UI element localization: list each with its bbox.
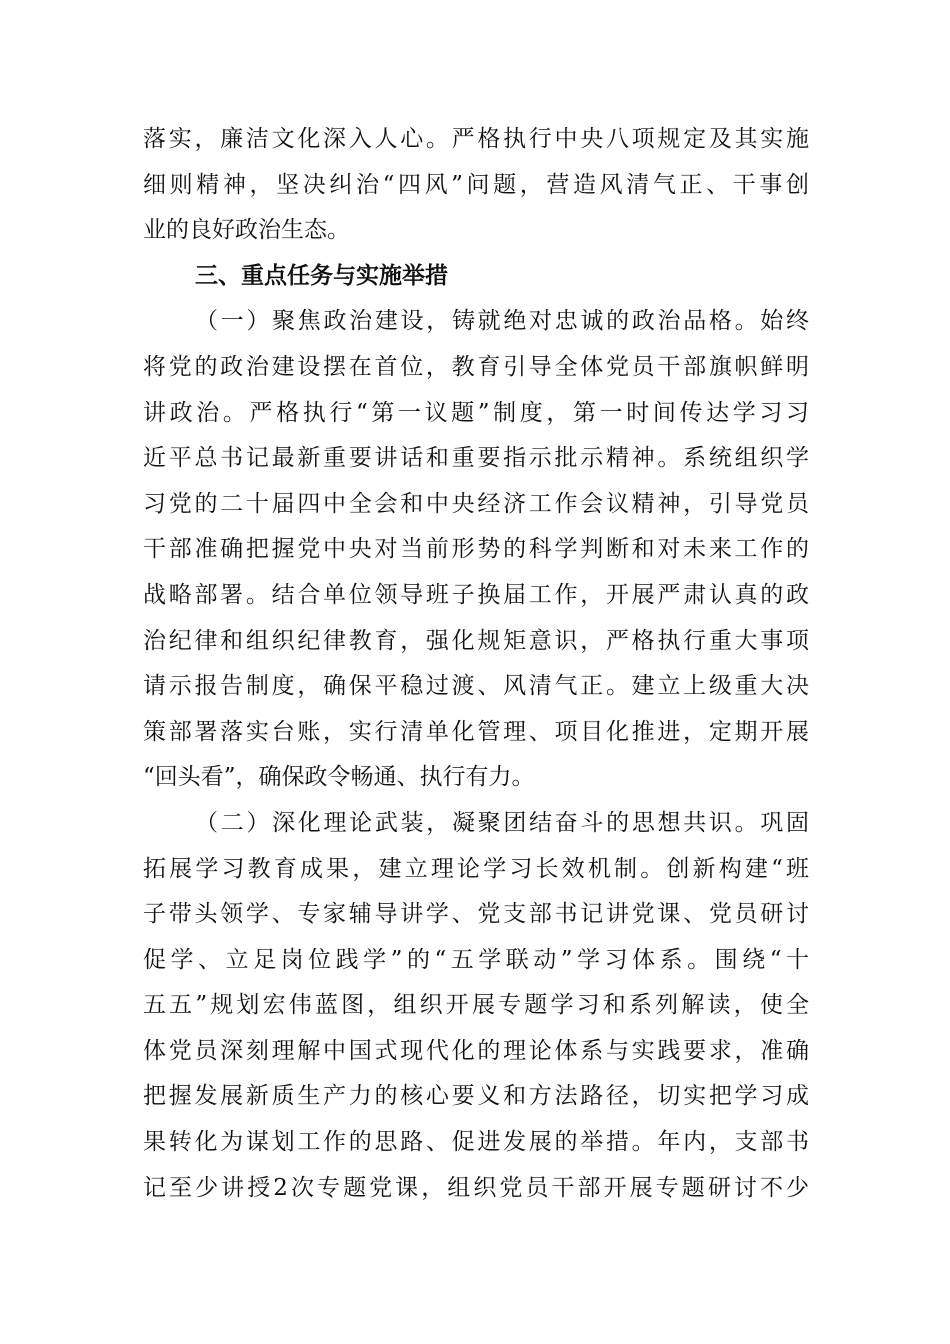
text-line: 落实，廉洁文化深入人心。严格执行中央八项规定及其实施 [143,126,809,152]
text-line: （一）聚焦政治建设，铸就绝对忠诚的政治品格。始终 [195,308,809,335]
text-line: 促学、立足岗位践学”的“五学联动”学习体系。围绕“十 [143,946,809,973]
text-line: 细则精神，坚决纠治“四风”问题，营造风清气正、干事创 [143,171,809,198]
section-heading [143,254,809,300]
document-page [143,117,809,1211]
text-line: 讲政治。严格执行“第一议题”制度，第一时间传达学习习 [143,399,809,426]
paragraph [143,117,809,254]
text-line: 习党的二十届四中全会和中央经济工作会议精神，引导党员 [143,490,809,517]
text-line: 近平总书记最新重要讲话和重要指示批示精神。系统组织学 [143,445,809,472]
heading-text: 三、重点任务与实施举措 [195,262,448,289]
paragraph [143,801,809,1211]
text-line: 战略部署。结合单位领导班子换届工作，开展严肃认真的政 [143,581,809,608]
text-line: 记至少讲授2次专题党课，组织党员干部开展专题研讨不少 [143,1174,809,1201]
text-line: “回头看”，确保政令畅通、执行有力。 [143,764,535,791]
text-line: 将党的政治建设摆在首位，教育引导全体党员干部旗帜鲜明 [143,353,809,380]
text-line: （二）深化理论武装，凝聚团结奋斗的思想共识。巩固 [195,809,809,836]
text-line: 请示报告制度，确保平稳过渡、风清气正。建立上级重大决 [143,673,809,700]
text-line: 体党员深刻理解中国式现代化的理论体系与实践要求，准确 [143,1037,809,1064]
text-line: 干部准确把握党中央对当前形势的科学判断和对未来工作的 [143,536,809,563]
text-line: 拓展学习教育成果，建立理论学习长效机制。创新构建“班 [143,855,809,882]
text-line: 五五”规划宏伟蓝图，组织开展专题学习和系列解读，使全 [143,992,809,1019]
text-line: 把握发展新质生产力的核心要义和方法路径，切实把学习成 [143,1083,809,1110]
text-line: 策部署落实台账，实行清单化管理、项目化推进，定期开展 [143,718,809,745]
text-line: 子带头领学、专家辅导讲学、党支部书记讲党课、党员研讨 [143,901,809,928]
text-line: 果转化为谋划工作的思路、促进发展的举措。年内，支部书 [143,1129,809,1156]
text-line: 业的良好政治生态。 [143,217,350,244]
text-line: 治纪律和组织纪律教育，强化规矩意识，严格执行重大事项 [143,627,809,654]
paragraph [143,299,809,801]
